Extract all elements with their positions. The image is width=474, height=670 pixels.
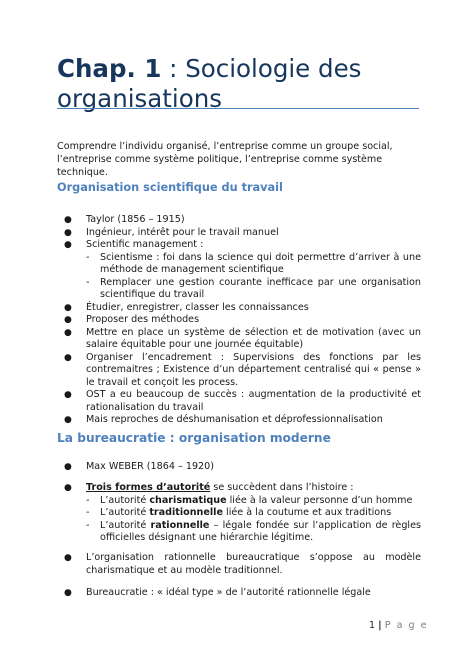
title-underline [57, 108, 419, 109]
bullet-icon: ● [64, 390, 72, 400]
bullet-icon: ● [64, 227, 72, 238]
bullet-icon: ● [64, 302, 72, 313]
opposition-list [0, 552, 421, 577]
list-item: ● OST a eu beaucoup de succès : augmentation de la productivité et rationalisation du travail [64, 389, 421, 413]
section-heading-bureaucratie: La bureaucratie : organisation moderne [57, 431, 331, 445]
chapter-title [57, 54, 427, 114]
ideal-type-list [0, 587, 421, 600]
list-item: ● Scientific management : - Scientisme : foi dans la science qui doit permettre d’arriver à une méthode de management scientifique - Remplacer une gestion courante inefficace par une organisation scientifique du travail [64, 239, 421, 300]
list-item: ● Organiser l’encadrement : Supervisions des fonctions par les contremaitres ; Existence d’un département centralisé qui « pense » le travail et conçoit les process. [64, 351, 421, 388]
dash-icon: - [86, 251, 90, 263]
bullet-icon: ● [64, 352, 72, 363]
dash-icon: - [86, 276, 90, 288]
list-item: ● Mais reproches de déshumanisation et déprofessionnalisation [64, 414, 383, 425]
list-item: ● Taylor (1856 – 1915) [64, 214, 185, 225]
bullet-icon: ● [64, 588, 72, 598]
weber-list [0, 461, 421, 474]
bullet-icon: ● [64, 215, 72, 225]
bullet-icon: ● [64, 483, 72, 493]
sub-list [86, 495, 421, 545]
list-item: ● Ingénieur, intérêt pour le travail manuel [64, 226, 279, 238]
page-label: P a g e [384, 620, 429, 631]
list-item: ● Proposer des méthodes [64, 314, 200, 325]
chapter-number: Chap. 1 [57, 54, 162, 83]
page-number: 1 [369, 620, 376, 631]
bullet-icon: ● [64, 415, 72, 425]
ost-list [0, 214, 421, 427]
list-item: ● Étudier, enregistrer, classer les connaissances [64, 301, 309, 313]
bullet-icon: ● [64, 240, 72, 250]
sub-list-item: - L’autorité charismatique liée à la valeur personne d’un homme [86, 494, 413, 506]
bullet-icon: ● [64, 462, 72, 472]
footer-separator: | [378, 620, 382, 631]
authority-heading: Trois formes d’autorité [86, 482, 211, 493]
bullet-icon: ● [64, 315, 72, 325]
sub-list-item: - L’autorité rationnelle – légale fondée sur l’application de règles officielles désignant une hiérarchie légitime. [86, 519, 421, 543]
authority-list [0, 482, 421, 545]
dash-icon: - [86, 507, 90, 518]
dash-icon: - [86, 519, 90, 531]
section-heading-ost: Organisation scientifique du travail [57, 181, 283, 194]
intro-paragraph: Comprendre l’individu organisé, l’entreprise comme un groupe social, l’entreprise comme système politique, l’entreprise comme système technique. [57, 141, 393, 178]
page-footer [369, 620, 428, 631]
list-item: ● Trois formes d’autorité se succèdent dans l’histoire : - L’autorité charismatique liée à la valeur personne d’un homme - L’autorité traditionnelle liée à la coutume et aux traditions - L’autorité rationnelle – légale fondée sur l’application de règles officielles désignant une hiérarchie légitime. [64, 482, 421, 543]
dash-icon: - [86, 494, 90, 506]
sub-list [86, 252, 421, 302]
bullet-icon: ● [64, 327, 72, 338]
sub-list-item: - L’autorité traditionnelle liée à la coutume et aux traditions [86, 507, 392, 518]
list-item: ● Bureaucratie : « idéal type » de l’autorité rationnelle légale [64, 587, 371, 598]
sub-list-item: - Remplacer une gestion courante inefficace par une organisation scientifique du travail [86, 276, 421, 300]
list-item: ● Max WEBER (1864 – 1920) [64, 461, 215, 472]
sub-list-item: - Scientisme : foi dans la science qui doit permettre d’arriver à une méthode de management scientifique [86, 251, 421, 275]
chapter-title-text: : Sociologie des organisations [57, 54, 362, 113]
list-item: ● Mettre en place un système de sélection et de motivation (avec un salaire équitable pour une journée équitable) [64, 326, 421, 350]
list-item: ● L’organisation rationnelle bureaucratique s’oppose au modèle charismatique et au modèle traditionnel. [64, 552, 421, 576]
bullet-icon: ● [64, 553, 72, 563]
